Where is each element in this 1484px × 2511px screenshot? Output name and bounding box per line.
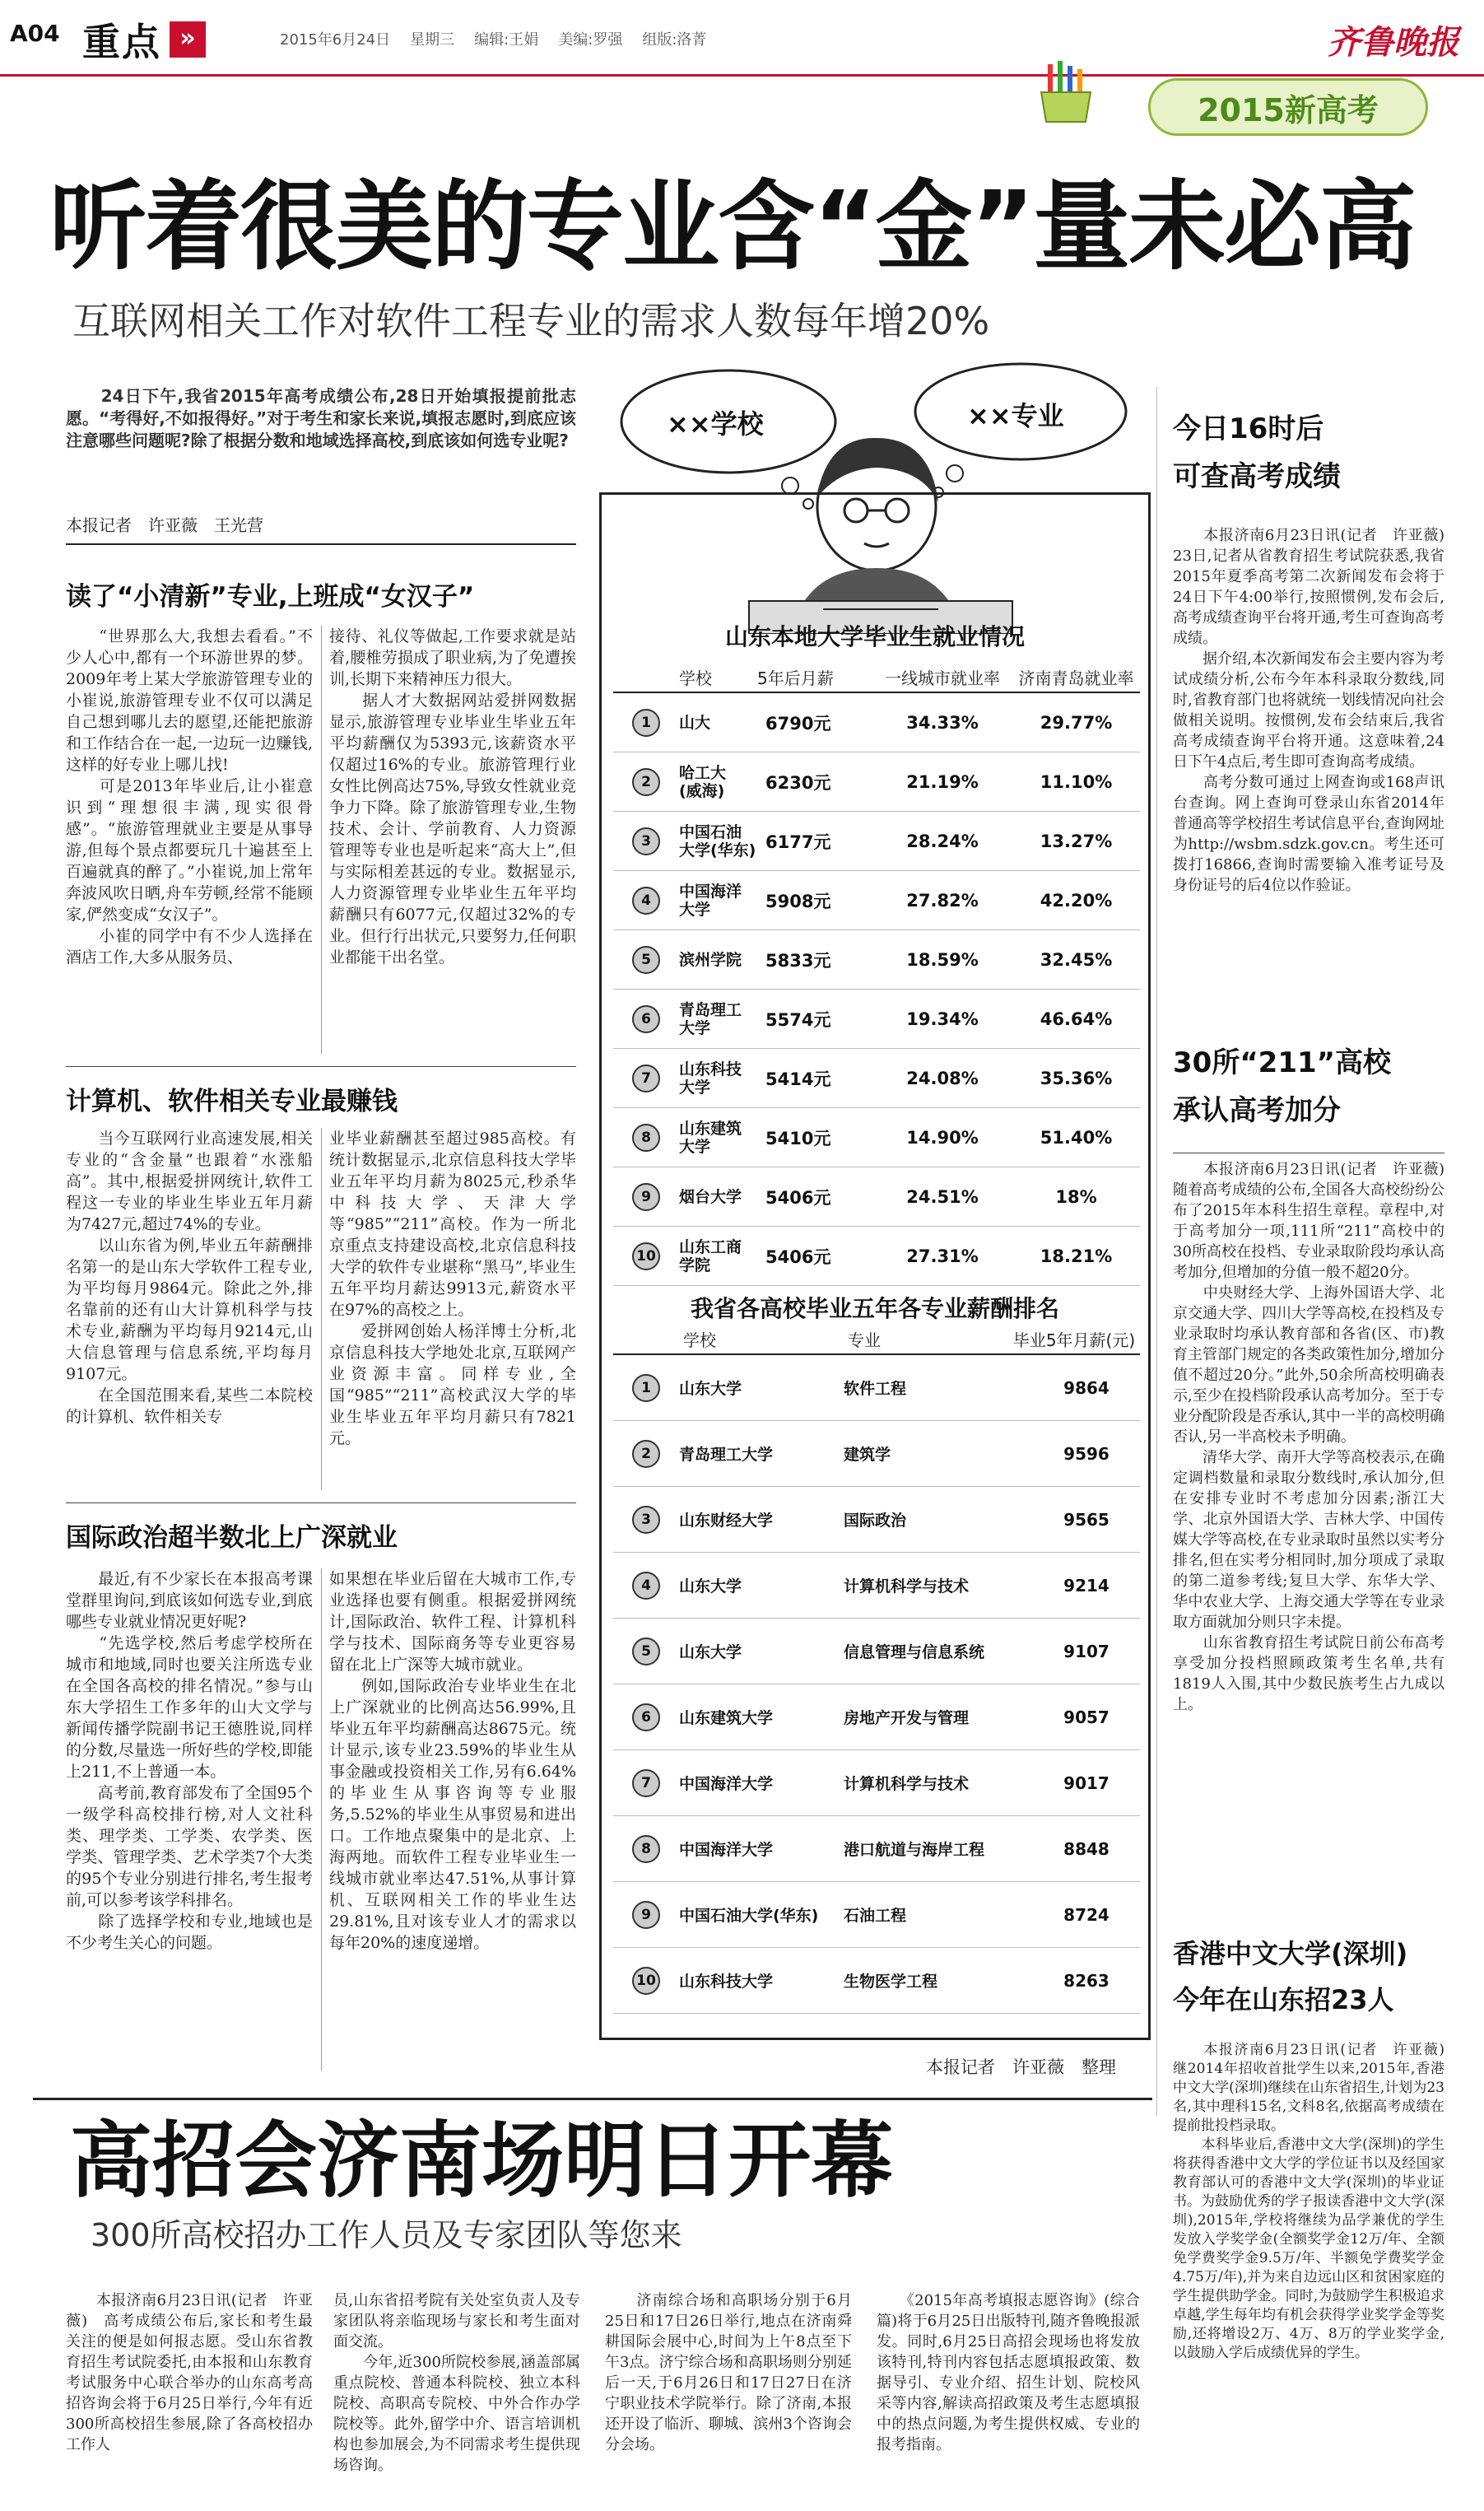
table2-row bbox=[613, 1948, 1140, 2014]
rank-medal-icon bbox=[613, 1124, 679, 1152]
rank-number: 2 bbox=[632, 768, 660, 796]
feature-badge bbox=[1148, 78, 1428, 136]
right-column-divider bbox=[1156, 387, 1157, 2116]
tier1-rate: 21.19% bbox=[906, 771, 979, 792]
rank-number: 5 bbox=[632, 1638, 660, 1665]
bottom-headline: 高招会济南场明日开幕 bbox=[70, 2113, 893, 2209]
table1-row bbox=[613, 1049, 1140, 1108]
rank-number: 2 bbox=[632, 1440, 660, 1468]
section-rule bbox=[66, 1066, 576, 1067]
table1-row bbox=[613, 693, 1140, 752]
rank-number: 6 bbox=[632, 1703, 660, 1731]
major-name: 港口航道与海岸工程 bbox=[844, 1841, 985, 1859]
school-name: 中国石油大学(华东) bbox=[679, 1907, 819, 1925]
salary-value: 5414元 bbox=[765, 1069, 831, 1089]
rank-number: 7 bbox=[632, 1064, 660, 1092]
right-article-1 bbox=[1173, 405, 1444, 896]
table2-row bbox=[613, 1684, 1140, 1750]
table1-row bbox=[613, 1108, 1140, 1167]
rank-medal-icon bbox=[613, 709, 679, 737]
right-article-title: 香港中文大学(深圳) 今年在山东招23人 bbox=[1173, 1938, 1408, 2015]
page-number: A04 bbox=[10, 20, 60, 47]
table1-row bbox=[613, 752, 1140, 812]
school-name: 滨州学院 bbox=[679, 950, 742, 969]
section-body-col2: 如果想在毕业后留在大城市工作,专业选择也要有侧重。根据爱拼网统计,国际政治、软件工程、计算机科学与技术、国际商务等专业更容易留在北上广深等大城市就业。 例如,国际政治专业毕业生在北上广深就业的比例高达56.99%,且毕业五年平均薪酬高达8675元。统计显示,该专业23.59%的毕业生从事金融或投资相关工作,另有6.64%的毕业生从事咨询等专业服务,5.52%的毕业生从事贸易和进出口。工作地点聚集中的是北京、上海两地。而软件工程专业毕业生一线城市就业率达47.51%,从事计算机、互联网相关工作的毕业生达29.81%,且对该专业人才的需求以每年20%的速度递增。 bbox=[329, 1570, 576, 1952]
salary-value: 6790元 bbox=[765, 713, 831, 734]
rank-number: 4 bbox=[632, 887, 660, 915]
rank-number: 1 bbox=[632, 709, 660, 737]
newspaper-logo: 齐鲁晚报 bbox=[1328, 23, 1459, 62]
rank-medal-icon bbox=[613, 768, 679, 796]
school-name: 山东科技 大学 bbox=[679, 1060, 742, 1097]
rank-medal-icon bbox=[613, 946, 679, 974]
jnqd-rate: 18.21% bbox=[1040, 1246, 1113, 1266]
tier1-rate: 28.24% bbox=[906, 831, 979, 851]
rank-medal-icon bbox=[613, 1901, 679, 1929]
table2-title: 我省各高校毕业五年各专业薪酬排名 bbox=[690, 1295, 1059, 1322]
right-article-body: 本报济南6月23日讯(记者 许亚薇) 23日,记者从省教育招生考试院获悉,我省2015年夏季高考第二次新闻发布会将于24日下午4:00举行,按照惯例,发布会后,高考成绩查询平台将开通,考生可查询高考成绩。 据介绍,本次新闻发布会主要内容为考试成绩分析,公布今年本科录取分数线,同时,省教育部门也将就统一划线情况向社会做相关说明。按惯例,发布会结束后,我省高考成绩查询平台将开通。这意味着,24日下午4点后,考生即可查询高考成绩。 高考分数可通过上网查询或168声讯台查询。网上查询可登录山东省2014年普通高等学校招生考试信息平台,查询网址为http://wsbm.sdzk.gov.cn。考生还可拨打16866,查询时需要输入准考证号及身份证号的后4位以作验证。 bbox=[1173, 527, 1444, 894]
main-headline: 听着很美的专业含“金”量未必高 bbox=[49, 170, 1416, 283]
school-name: 山东大学 bbox=[679, 1380, 742, 1398]
right-article-3 bbox=[1173, 1931, 1444, 2363]
column-divider bbox=[321, 1128, 322, 1490]
jnqd-rate: 11.10% bbox=[1040, 771, 1113, 792]
bottom-col-1: 本报济南6月23日讯(记者 许亚薇) 高考成绩公布后,家长和考生最关注的便是如何报志愿。受山东省教育招生考试院委托,由本报和山东教育考试服务中心联合举办的山东高考高招咨询会将于6月25日举行,今年有近300所高校招生参展,除了各高校招办工作人 bbox=[66, 2292, 313, 2453]
school-name: 山东科技大学 bbox=[679, 1973, 774, 1991]
salary-value: 9864 bbox=[1063, 1377, 1110, 1398]
salary-value: 9057 bbox=[1063, 1707, 1110, 1727]
school-name: 山东大学 bbox=[679, 1643, 742, 1661]
column-divider bbox=[321, 626, 322, 1054]
section-body-col2: 业毕业薪酬甚至超过985高校。有统计数据显示,北京信息科技大学毕业五年平均月薪为8025元,秒杀华中科技大学、天津大学等“985”“211”高校。作为一所北京重点支持建设高校,北京信息科技大学的软件专业堪称“黑马”,毕业生五年平均月薪达9913元,薪资水平在97%的高校之上。 爱拼网创始人杨洋博士分析,北京信息科技大学地处北京,互联网产业资源丰富。同样专业,全国“985”“211”高校武汉大学的毕业生毕业五年平均月薪只有7821元。 bbox=[329, 1130, 576, 1447]
bottom-subheadline: 300所高校招办工作人员及专家团队等您来 bbox=[91, 2217, 682, 2253]
table2-row bbox=[613, 1750, 1140, 1816]
rank-medal-icon bbox=[613, 1064, 679, 1092]
right-article-title: 30所“211”高校 承认高考加分 bbox=[1173, 1046, 1391, 1127]
salary-value: 5574元 bbox=[765, 1009, 831, 1030]
right-article-2 bbox=[1173, 1039, 1444, 1715]
section-body-col1: 最近,有不少家长在本报高考课堂群里询问,到底该如何选专业,到底哪些专业就业情况更好呢? “先选学校,然后考虑学校所在城市和地域,同时也要关注所选专业在全国各高校的排名情况。”参与山东大学招生工作多年的山大文学与新闻传播学院副书记王德胜说,同样的分数,尽量选一所好些的学校,即能上211,不上普通一本。 高考前,教育部发布了全国95个一级学科高校排行榜,对人文社科类、理学类、工学类、农学类、医学类、管理学类、艺术学类7个大类的95个专业分别进行排名,考生报考前,可以参考该学科排名。 除了选择学校和专业,地域也是不少考生关心的问题。 bbox=[66, 1570, 313, 1952]
tier1-rate: 27.31% bbox=[906, 1246, 979, 1266]
rank-number: 3 bbox=[632, 827, 660, 855]
table1-row bbox=[613, 930, 1140, 990]
article-byline: 本报记者 许亚薇 王光营 bbox=[66, 515, 263, 535]
header-meta bbox=[280, 28, 706, 49]
byline-rule bbox=[66, 543, 576, 545]
jnqd-rate: 13.27% bbox=[1040, 831, 1113, 851]
major-name: 计算机科学与技术 bbox=[844, 1577, 970, 1596]
rank-number: 1 bbox=[632, 1374, 660, 1402]
salary-value: 9107 bbox=[1063, 1641, 1110, 1661]
school-name: 山东工商 学院 bbox=[679, 1237, 742, 1274]
tier1-rate: 19.34% bbox=[906, 1009, 979, 1029]
table1-row bbox=[613, 1227, 1140, 1286]
table1-row bbox=[613, 1167, 1140, 1227]
section-body-col1: “世界那么大,我想去看看。”不少人心中,都有一个环游世界的梦。2009年考上某大学旅游管理专业的小崔说,旅游管理专业不仅可以满足自己想到哪儿去的愿望,还能把旅游和工作结合在一起,一边玩一边赚钱,这样的好专业上哪儿找! 可是2013年毕业后,让小崔意识到“理想很丰满,现实很骨感”。“旅游管理就业主要是从事导游,但每个景点都要玩几十遍甚至上百遍就真的醉了。”小崔说,加上常年奔波风吹日晒,舟车劳顿,经常不能顾家,俨然变成“女汉子”。 小崔的同学中有不少人选择在酒店工作,大多从服务员、 bbox=[66, 627, 313, 967]
thought-bubble-school: ××学校 bbox=[667, 408, 764, 440]
col-header-school: 学校 bbox=[679, 669, 712, 688]
section-heading: 读了“小清新”专业,上班成“女汉子” bbox=[66, 582, 475, 612]
salary-value: 9565 bbox=[1063, 1509, 1110, 1530]
section-body-col2: 接待、礼仪等做起,工作要求就是站着,腰椎劳损成了职业病,为了免遭挨训,长期下来精神压力很大。 据人才大数据网站爱拼网数据显示,旅游管理专业毕业生毕业五年平均薪酬仅为5393元,该薪资水平仅超过16%的专业。旅游管理行业女性比例高达75%,导致女性就业竞争力下降。除了旅游管理专业,生物技术、会计、学前教育、人力资源管理等专业也是听起来“高大上”,但与实际相差甚远的专业。数据显示,人力资源管理专业毕业生五年平均薪酬只有6077元,仅超过32%的专业。但行行出状元,只要努力,任何职业都能干出名堂。 bbox=[329, 627, 576, 967]
art-editor-credit: 美编:罗强 bbox=[558, 31, 623, 49]
salary-value: 5908元 bbox=[765, 891, 831, 911]
school-name: 中国海洋大学 bbox=[679, 1841, 774, 1859]
table2-row bbox=[613, 1553, 1140, 1619]
school-name: 中国海洋 大学 bbox=[679, 882, 742, 919]
major-name: 石油工程 bbox=[844, 1907, 907, 1925]
school-name: 中国海洋大学 bbox=[679, 1775, 774, 1793]
thought-bubble-major: ××专业 bbox=[967, 400, 1064, 431]
salary-value: 8263 bbox=[1063, 1970, 1110, 1991]
salary-value: 9017 bbox=[1063, 1773, 1110, 1793]
column-divider bbox=[321, 1568, 322, 2071]
salary-value: 5406元 bbox=[765, 1187, 831, 1208]
table2-row bbox=[613, 1487, 1140, 1553]
salary-value: 8848 bbox=[1063, 1838, 1110, 1859]
rank-number: 8 bbox=[632, 1124, 660, 1152]
salary-value: 9214 bbox=[1063, 1575, 1110, 1596]
rank-medal-icon bbox=[613, 1638, 679, 1665]
editor-credit: 编辑:王娟 bbox=[474, 31, 539, 49]
article-lead: 24日下午,我省2015年高考成绩公布,28日开始填报提前批志愿。“考得好,不如报得好。”对于考生和家长来说,填报志愿时,到底应该注意哪些问题呢?除了根据分数和地域选择高校,到底该如何选专业呢? bbox=[66, 386, 576, 450]
salary-value: 6230元 bbox=[765, 772, 831, 793]
school-name: 山东大学 bbox=[679, 1577, 742, 1596]
badge-text: 2015新高考 bbox=[1198, 91, 1379, 128]
table2-row bbox=[613, 1421, 1140, 1487]
col-header-school: 学校 bbox=[683, 1330, 716, 1350]
table1-header-row bbox=[613, 665, 1140, 693]
section-heading: 计算机、软件相关专业最赚钱 bbox=[66, 1087, 398, 1116]
major-name: 国际政治 bbox=[844, 1512, 907, 1530]
school-name: 烟台大学 bbox=[679, 1187, 742, 1206]
rank-medal-icon bbox=[613, 1967, 679, 1995]
col-header-tier1: 一线城市就业率 bbox=[885, 669, 1000, 688]
major-name: 建筑学 bbox=[844, 1446, 891, 1464]
rank-medal-icon bbox=[613, 827, 679, 855]
salary-value: 8724 bbox=[1063, 1904, 1110, 1925]
school-name: 山大 bbox=[679, 713, 711, 732]
rank-number: 10 bbox=[632, 1242, 660, 1270]
rank-number: 6 bbox=[632, 1005, 660, 1033]
right-article-body: 本报济南6月23日讯(记者 许亚薇) 随着高考成绩的公布,全国各大高校纷纷公布了2015年本科生招生章程。章程中,对于高考加分一项,111所“211”高校中的30所高校在投档、专业录取阶段均承认高考加分,但增加的分值一般不超20分。 中央财经大学、上海外国语大学、北京交通大学、四川大学等高校,在投档及专业录取时均承认教育部和各省(区、市)教育主管部门规定的各类政策性加分,增加分值不超过20分。”此外,50余所高校明确表示,至少在投档阶段承认高考加分。至于专业分配阶段是否承认,其中一半的高校明确否认,另一半高校未予明确。 清华大学、南开大学等高校表示,在确定调档数量和录取分数线时,承认加分,但在安排专业时不考虑加分因素;浙江大学、北京外国语大学、吉林大学、中国传媒大学等高校,在专业录取时虽然以实考分排名,但在实考分相同时,加分项成了录取的第二道参考线;复旦大学、东华大学、华中农业大学、上海交通大学等在专业录取方面就加分则只字未提。 山东省教育招生考试院日前公布高考享受加分投档照顾政策考生名单,共有1819人入围,其中少数民族考生占九成以上。 bbox=[1173, 1161, 1444, 1713]
table2-row bbox=[613, 1619, 1140, 1684]
rank-medal-icon bbox=[613, 1506, 679, 1534]
rank-medal-icon bbox=[613, 1183, 679, 1211]
salary-value: 5406元 bbox=[765, 1246, 831, 1267]
rank-medal-icon bbox=[613, 1374, 679, 1402]
page-header bbox=[0, 0, 1484, 76]
table2-row bbox=[613, 1816, 1140, 1882]
section-body-col1: 当今互联网行业高速发展,相关专业的“含金量”也跟着“水涨船高”。其中,根据爱拼网统计,软件工程这一专业的毕业生毕业五年月薪为7427元,超过74%的专业。 以山东省为例,毕业五年薪酬排名第一的是山东大学软件工程专业,为平均每月9864元。除此之外,排名靠前的还有山大计算机科学与技术专业,薪酬为平均每月9214元,山大信息管理与信息系统,平均每月9107元。 在全国范围来看,某些二本院校的计算机、软件相关专 bbox=[66, 1130, 313, 1426]
tier1-rate: 18.59% bbox=[906, 949, 979, 970]
major-name: 生物医学工程 bbox=[844, 1973, 938, 1991]
section-rule bbox=[66, 1502, 576, 1503]
tier1-rate: 27.82% bbox=[906, 890, 979, 911]
salary-value: 6177元 bbox=[765, 832, 831, 852]
rank-number: 5 bbox=[632, 946, 660, 974]
bottom-col-4: 《2015年高考填报志愿咨询》(综合篇)将于6月25日出版特刊,随齐鲁晚报派发。同时,6月25日高招会现场也将发放该特刊,特刊内容包括志愿填报政策、数据导引、专业介绍、招生计划、院校风采等内容,解读高招政策及考生志愿填报中的热点问题,为考生提供权威、专业的报考指南。 bbox=[877, 2292, 1140, 2453]
table1-row bbox=[613, 871, 1140, 930]
rank-number: 9 bbox=[632, 1901, 660, 1929]
col-header-jnqd: 济南青岛就业率 bbox=[1018, 669, 1134, 688]
major-name: 软件工程 bbox=[844, 1380, 907, 1398]
table1-row bbox=[613, 990, 1140, 1049]
jnqd-rate: 35.36% bbox=[1040, 1068, 1113, 1088]
school-name: 青岛理工大学 bbox=[679, 1446, 774, 1464]
rank-medal-icon bbox=[613, 1572, 679, 1600]
right-article-title: 今日16时后 可查高考成绩 bbox=[1173, 412, 1341, 493]
col-header-salary: 5年后月薪 bbox=[757, 669, 834, 688]
jnqd-rate: 42.20% bbox=[1040, 890, 1113, 911]
rank-number: 4 bbox=[632, 1572, 660, 1600]
main-subheadline: 互联网相关工作对软件工程专业的需求人数每年增20% bbox=[72, 299, 990, 343]
salary-value: 9596 bbox=[1063, 1443, 1110, 1464]
major-name: 房地产开发与管理 bbox=[844, 1709, 970, 1727]
jnqd-rate: 29.77% bbox=[1040, 712, 1113, 733]
jnqd-rate: 51.40% bbox=[1040, 1127, 1113, 1148]
section-label bbox=[82, 15, 255, 64]
tier1-rate: 34.33% bbox=[906, 712, 979, 733]
school-name: 青岛理工 大学 bbox=[679, 1000, 742, 1037]
issue-date: 2015年6月24日 bbox=[280, 31, 391, 49]
col-header-salary: 毕业5年月薪(元) bbox=[1012, 1330, 1136, 1350]
layout-editor-credit: 组版:洛菁 bbox=[642, 31, 707, 49]
rank-number: 7 bbox=[632, 1769, 660, 1797]
right-article-body: 本报济南6月23日讯(记者 许亚薇) 继2014年招收首批学生以来,2015年,香港中文大学(深圳)继续在山东省招生,计划为23名,其中理科15名,文科8名,依据高考成绩在提前批投档录取。 本科毕业后,香港中文大学(深圳)的学生将获得香港中文大学的学位证书以及经国家教育部认可的香港中文大学(深圳)的毕业证书。为鼓励优秀的学子报读香港中文大学(深圳),2015年,学校将继续为品学兼优的学生发放入学奖学金(全额奖学金12万/年、全额免学费奖学金9.5万/年、半额免学费奖学金4.75万/年),并为来自边远山区和贫困家庭的学生提供助学金。同时,为鼓励学生积极追求卓越,学生每年均有机会获得学业奖学金等奖励,还将增设2万、4万、8万的学业奖学金,以鼓励入学后成绩优异的学生。 bbox=[1173, 2042, 1444, 2361]
bottom-article-rule bbox=[33, 2098, 1152, 2100]
section-title: 重点 bbox=[82, 20, 161, 64]
school-name: 中国石油 大学(华东) bbox=[679, 822, 756, 860]
table2-row bbox=[613, 1882, 1140, 1948]
table1-body bbox=[613, 693, 1140, 1286]
rank-number: 8 bbox=[632, 1835, 660, 1863]
jnqd-rate: 18% bbox=[1055, 1186, 1097, 1207]
rank-number: 9 bbox=[632, 1183, 660, 1211]
table2 bbox=[613, 1327, 1140, 2014]
jnqd-rate: 32.45% bbox=[1040, 949, 1113, 970]
salary-value: 5833元 bbox=[765, 950, 831, 971]
bottom-col-3: 济南综合场和高职场分别于6月25日和17日26日举行,地点在济南舜耕国际会展中心,时间为上午8点至下午3点。济宁综合场和高职场则分别延后一天,于6月26日和17日27日在济宁职业技术学院举行。除了济南,本报还开设了临沂、聊城、滨州3个咨询会分会场。 bbox=[605, 2292, 852, 2453]
rank-medal-icon bbox=[613, 1769, 679, 1797]
salary-value: 5410元 bbox=[765, 1128, 831, 1148]
tier1-rate: 14.90% bbox=[906, 1127, 979, 1148]
rank-medal-icon bbox=[613, 1835, 679, 1863]
table2-body bbox=[613, 1355, 1140, 2014]
major-name: 计算机科学与技术 bbox=[844, 1775, 970, 1793]
double-chevron-icon: » bbox=[170, 21, 206, 58]
section-heading: 国际政治超半数北上广深就业 bbox=[66, 1523, 398, 1553]
rank-medal-icon bbox=[613, 1703, 679, 1731]
infographic-credit: 本报记者 许亚薇 整理 bbox=[926, 2057, 1116, 2077]
header-rule bbox=[0, 74, 1484, 77]
tier1-rate: 24.08% bbox=[906, 1068, 979, 1088]
rank-medal-icon bbox=[613, 1005, 679, 1033]
tier1-rate: 24.51% bbox=[906, 1186, 979, 1207]
table2-header-row bbox=[613, 1327, 1140, 1355]
rank-medal-icon bbox=[613, 1242, 679, 1270]
school-name: 哈工大 (威海) bbox=[679, 763, 727, 800]
major-name: 信息管理与信息系统 bbox=[844, 1643, 985, 1661]
jnqd-rate: 46.64% bbox=[1040, 1009, 1113, 1029]
pencil-cup-icon bbox=[1033, 58, 1099, 123]
table2-row bbox=[613, 1355, 1140, 1421]
school-name: 山东财经大学 bbox=[679, 1512, 774, 1530]
school-name: 山东建筑 大学 bbox=[679, 1119, 742, 1156]
table1 bbox=[613, 665, 1140, 1286]
rank-number: 3 bbox=[632, 1506, 660, 1534]
issue-weekday: 星期三 bbox=[410, 31, 455, 49]
rank-medal-icon bbox=[613, 1440, 679, 1468]
rank-number: 10 bbox=[632, 1967, 660, 1995]
col-header-major: 专业 bbox=[848, 1330, 881, 1350]
rank-medal-icon bbox=[613, 887, 679, 915]
table1-title: 山东本地大学毕业生就业情况 bbox=[724, 623, 1025, 650]
school-name: 山东建筑大学 bbox=[679, 1709, 774, 1727]
bottom-col-2: 员,山东省招考院有关处室负责人及专家团队将亲临现场与家长和考生面对面交流。 今年,近300所院校参展,涵盖部属重点院校、普通本科院校、独立本科院校、高职高专院校、中外合作办学院校等。此外,留学中介、语言培训机构也参加展会,为不同需求考生提供现场咨询。 bbox=[333, 2292, 580, 2474]
table1-row bbox=[613, 812, 1140, 871]
